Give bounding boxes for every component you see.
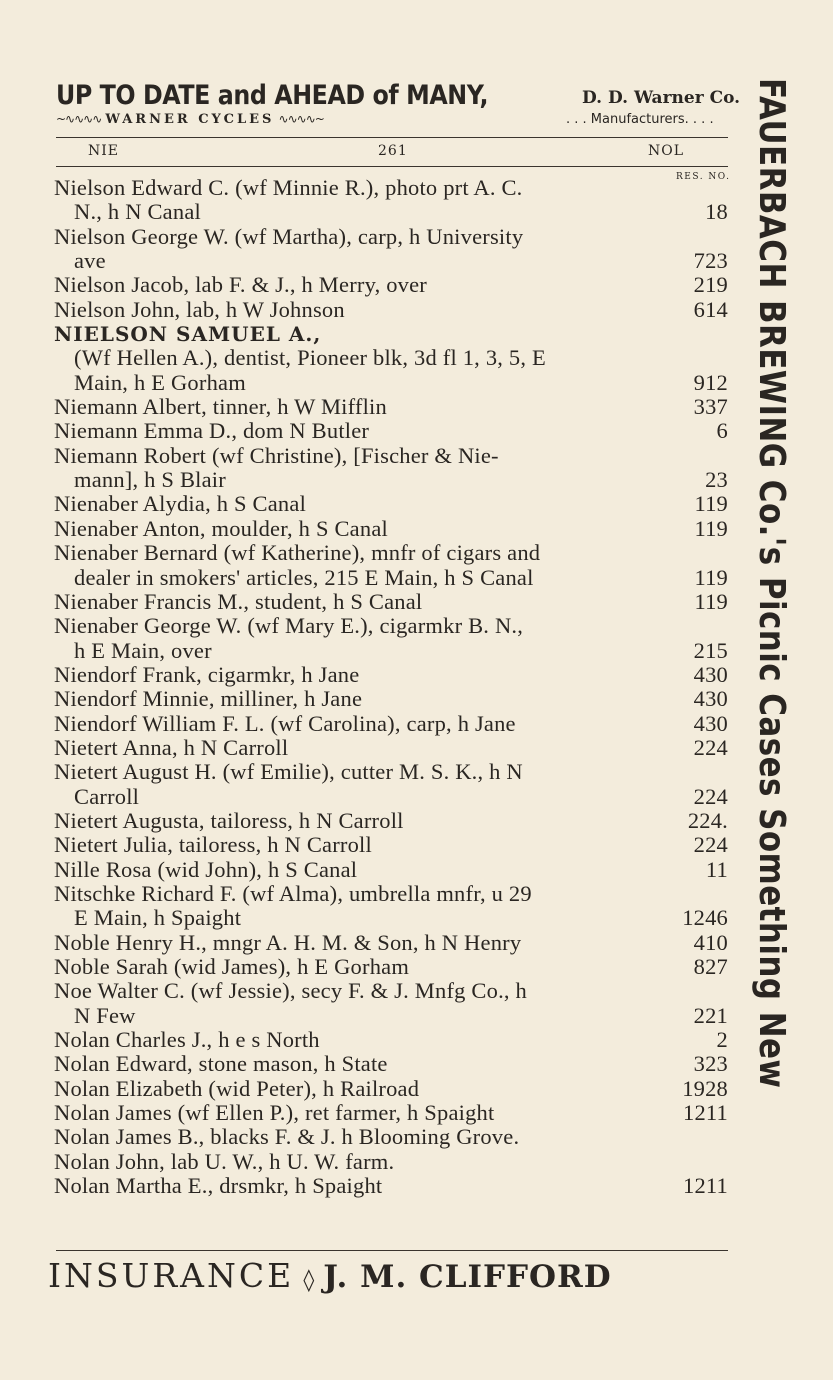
residence-number: 827 (693, 954, 728, 979)
entry-text: Nietert Anna, h N Carroll (54, 734, 289, 760)
listing-entry (54, 1101, 728, 1125)
footer-ad-insurance: INSURANCE (48, 1256, 295, 1295)
entry-text: Niemann Emma D., dom N Butler (54, 418, 370, 444)
listing-entry (54, 1150, 728, 1174)
entry-text: E Main, h Spaight (74, 905, 242, 931)
residence-number: 215 (693, 637, 728, 663)
listing-entry (54, 809, 728, 833)
listing-entry (54, 541, 728, 565)
listing-continuation-line (54, 200, 728, 224)
residence-number: 430 (693, 710, 728, 736)
residence-number: 6 (716, 418, 728, 444)
listing-entry (54, 298, 728, 322)
listing-entry (54, 273, 728, 297)
listing-continuation-line (54, 566, 728, 590)
entry-text: Nienaber George W. (wf Mary E.), cigarmkr B. N., (54, 613, 524, 639)
residence-number: 410 (693, 929, 728, 955)
listing-entry (54, 322, 728, 346)
page-number: 261 (378, 143, 408, 159)
entry-text: N., h N Canal (74, 199, 201, 225)
listing-continuation-line (54, 371, 728, 395)
res-no-label: RES. NO. (676, 172, 731, 182)
residence-number: 224 (693, 783, 728, 809)
listing-continuation-line (54, 906, 728, 930)
listing-entry (54, 931, 728, 955)
listing-entry (54, 1077, 728, 1101)
entry-text: Nolan James (wf Ellen P.), ret farmer, h Spaight (54, 1100, 495, 1126)
entry-text: Nolan John, lab U. W., h U. W. farm. (54, 1148, 395, 1174)
listing-entry (54, 1174, 728, 1198)
residence-number: 119 (694, 564, 728, 590)
residence-number: 337 (693, 394, 728, 420)
residence-number: 1211 (683, 1100, 728, 1126)
entry-text: Nielson John, lab, h W Johnson (54, 296, 345, 322)
residence-number: 11 (705, 856, 728, 882)
swirl-ornament-right: ∿∿∿∿~ (278, 112, 324, 126)
entry-text: Niendorf Frank, cigarmkr, h Jane (54, 661, 360, 687)
listing-continuation-line (54, 639, 728, 663)
header-ad-company: D. D. Warner Co. (582, 88, 741, 108)
residence-number: 614 (693, 296, 728, 322)
entry-text: mann], h S Blair (74, 467, 226, 493)
entry-text: Niemann Albert, tinner, h W Mifflin (54, 394, 387, 420)
side-ad-text: FAUERBACH BREWING Co.'s Picnic Cases Something New (751, 78, 792, 1089)
diamond-ornament-icon: ◊ (303, 1268, 315, 1293)
listing-entry (54, 687, 728, 711)
listing-entry (54, 492, 728, 516)
side-ad (740, 78, 800, 1318)
listing-entry (54, 176, 728, 200)
listing-continuation-line (54, 468, 728, 492)
listing-continuation-line (54, 249, 728, 273)
listing-entry (54, 712, 728, 736)
listing-entry (54, 225, 728, 249)
entry-text: Carroll (74, 783, 140, 809)
entry-text: Nolan Elizabeth (wid Peter), h Railroad (54, 1075, 420, 1101)
entry-text: ave (74, 248, 106, 274)
residence-number: 224 (693, 832, 728, 858)
residence-number: 1211 (683, 1173, 728, 1199)
entry-text: Main, h E Gorham (74, 369, 246, 395)
entry-text: Nienaber Alydia, h S Canal (54, 491, 307, 517)
entry-text: Niemann Robert (wf Christine), [Fischer & Nie- (54, 442, 499, 468)
residence-number: 323 (693, 1051, 728, 1077)
entry-text: Nienaber Anton, moulder, h S Canal (54, 515, 388, 541)
listing-entry (54, 590, 728, 614)
residence-number: 723 (693, 248, 728, 274)
listing-entry (54, 833, 728, 857)
entry-text: Noble Henry H., mngr A. H. M. & Son, h N Henry (54, 929, 522, 955)
entry-text: Nolan James B., blacks F. & J. h Blooming Grove. (54, 1124, 520, 1150)
listing-entry (54, 955, 728, 979)
header-rule-top (56, 137, 728, 138)
listing-entry (54, 882, 728, 906)
listing-entry (54, 663, 728, 687)
entry-text: N Few (74, 1002, 136, 1028)
header-ad-product: WARNER CYCLES (105, 112, 275, 127)
entry-text: Nille Rosa (wid John), h S Canal (54, 856, 358, 882)
entry-text: (Wf Hellen A.), dentist, Pioneer blk, 3d fl 1, 3, 5, E (74, 345, 546, 371)
header-rule-bottom (56, 166, 728, 167)
entry-text: dealer in smokers' articles, 215 E Main, h S Canal (74, 564, 534, 590)
entry-text: Nienaber Bernard (wf Katherine), mnfr of cigars and (54, 540, 541, 566)
residence-number: 221 (693, 1002, 728, 1028)
listing-entry (54, 858, 728, 882)
listing-entry (54, 614, 728, 638)
entry-text: NIELSON SAMUEL A., (54, 322, 322, 347)
entry-text: Nolan Martha E., drsmkr, h Spaight (54, 1173, 383, 1199)
entry-text: Nolan Charles J., h e s North (54, 1027, 320, 1053)
entry-text: Nielson George W. (wf Martha), carp, h University (54, 223, 524, 249)
entry-text: Niendorf Minnie, milliner, h Jane (54, 686, 363, 712)
listing-entry (54, 1028, 728, 1052)
entry-text: Nietert Julia, tailoress, h N Carroll (54, 832, 372, 858)
header-ad-product-line (56, 112, 728, 132)
listing-entry (54, 517, 728, 541)
listing-entry (54, 395, 728, 419)
header-ad-slogan: UP TO DATE and AHEAD of MANY, (56, 80, 489, 111)
residence-number: 1246 (682, 905, 728, 931)
entry-text: Nielson Jacob, lab F. & J., h Merry, over (54, 272, 428, 298)
footer-ad-agent: J. M. CLIFFORD (323, 1259, 612, 1295)
residence-number: 430 (693, 661, 728, 687)
footer-rule (56, 1250, 728, 1251)
listing-entry (54, 979, 728, 1003)
swirl-ornament-left: ~∿∿∿∿ (56, 112, 102, 126)
listing-continuation-line (54, 346, 728, 370)
listing-entry (54, 444, 728, 468)
directory-listing (54, 176, 728, 1198)
entry-text: Noe Walter C. (wf Jessie), secy F. & J. Mnfg Co., h (54, 978, 527, 1004)
entry-text: Nolan Edward, stone mason, h State (54, 1051, 388, 1077)
footer-ad (48, 1256, 728, 1306)
listing-entry (54, 736, 728, 760)
entry-text: Nietert August H. (wf Emilie), cutter M. S. K., h N (54, 759, 523, 785)
entry-text: Nitschke Richard F. (wf Alma), umbrella mnfr, u 29 (54, 880, 532, 906)
entry-text: Niendorf William F. L. (wf Carolina), carp, h Jane (54, 710, 516, 736)
entry-text: h E Main, over (74, 637, 212, 663)
residence-number: 1928 (682, 1075, 728, 1101)
residence-number: 119 (694, 588, 728, 614)
listing-entry (54, 419, 728, 443)
running-head (0, 143, 833, 165)
residence-number: 224. (687, 807, 728, 833)
running-head-left: NIE (88, 143, 119, 159)
residence-number: 119 (694, 491, 728, 517)
entry-text: Noble Sarah (wid James), h E Gorham (54, 954, 410, 979)
listing-entry (54, 1125, 728, 1149)
residence-number: 430 (693, 686, 728, 712)
entry-text: Nienaber Francis M., student, h S Canal (54, 588, 423, 614)
entry-text: Nietert Augusta, tailoress, h N Carroll (54, 807, 404, 833)
residence-number: 119 (694, 515, 728, 541)
residence-number: 18 (705, 199, 728, 225)
residence-number: 219 (693, 272, 728, 298)
entry-text: Nielson Edward C. (wf Minnie R.), photo prt A. C. (54, 175, 523, 200)
listing-entry (54, 1052, 728, 1076)
header-ad-manufacturers: . . . Manufacturers. . . . (566, 112, 714, 127)
running-head-right: NOL (648, 143, 685, 159)
residence-number: 2 (716, 1027, 728, 1053)
listing-entry (54, 760, 728, 784)
listing-continuation-line (54, 785, 728, 809)
residence-number: 224 (693, 734, 728, 760)
residence-number: 23 (705, 467, 728, 493)
residence-number: 912 (693, 369, 728, 395)
listing-continuation-line (54, 1004, 728, 1028)
